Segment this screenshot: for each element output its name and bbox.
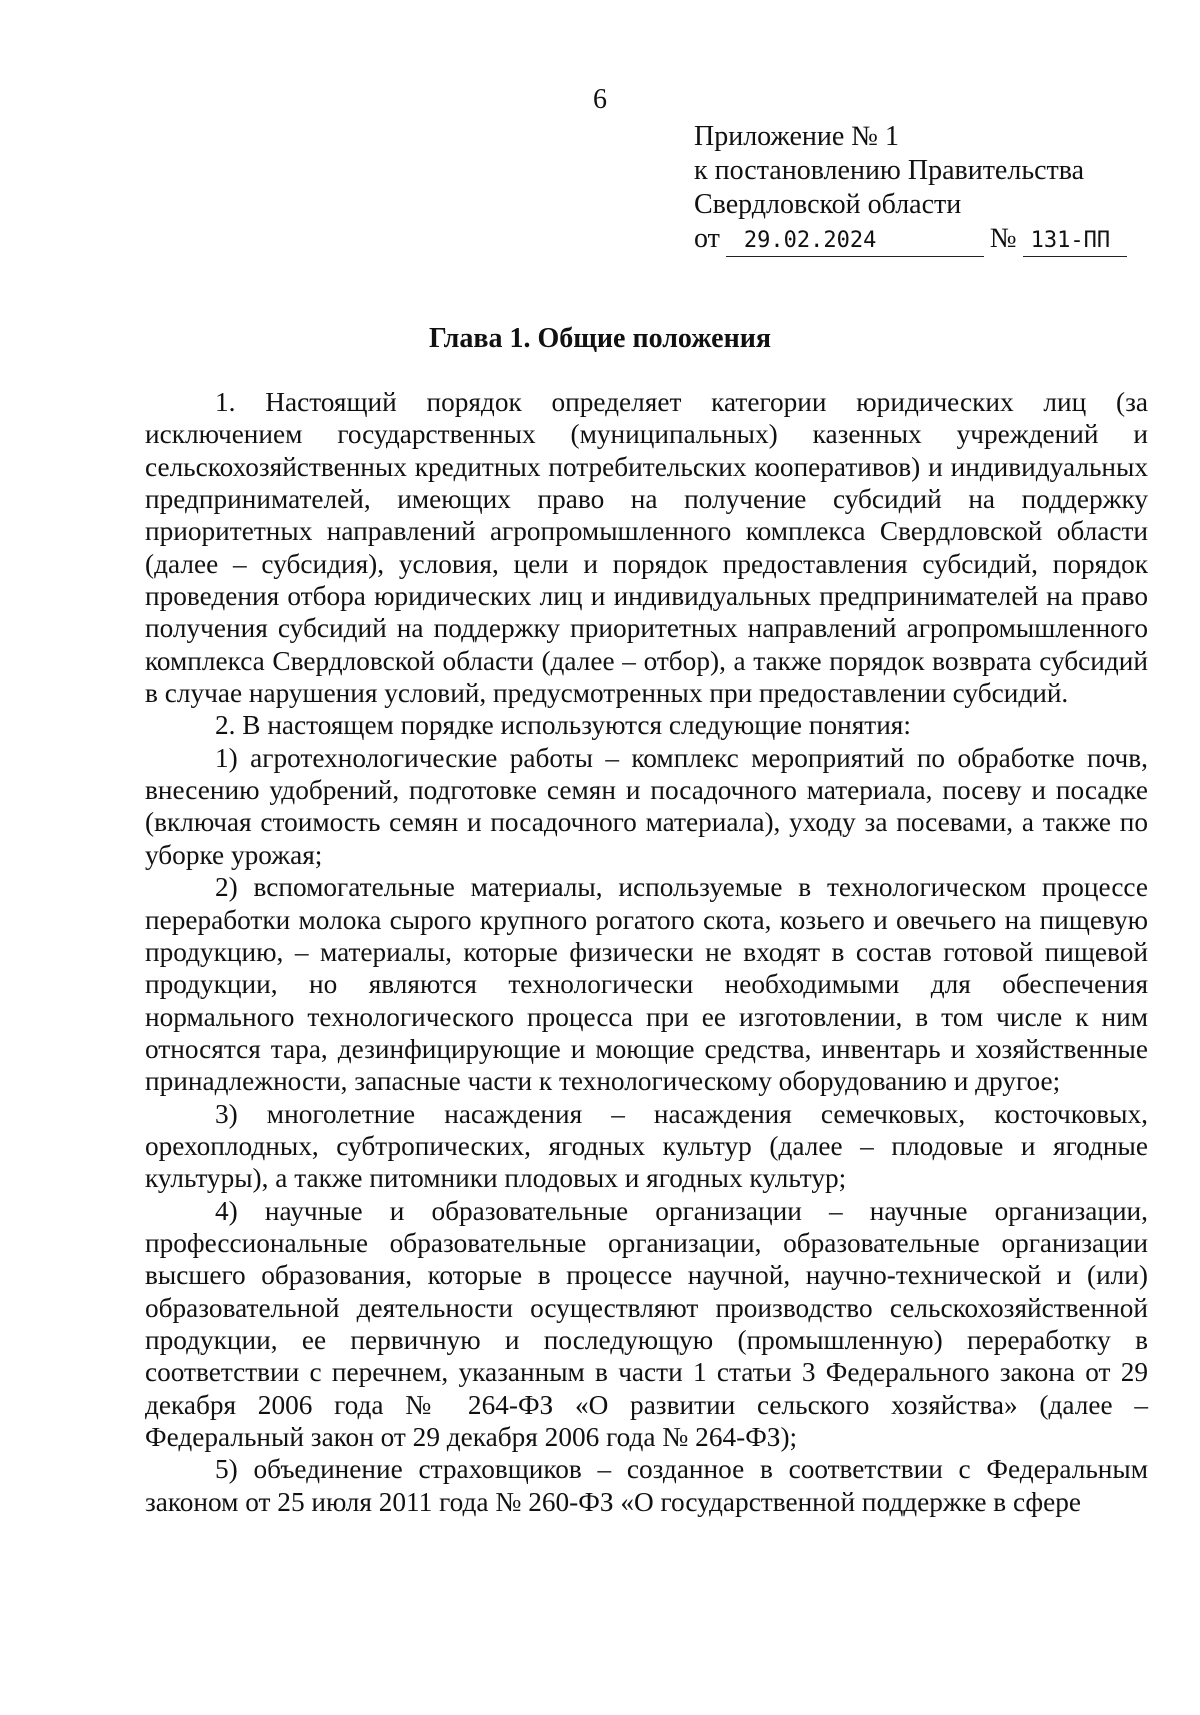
chapter-title: Глава 1. Общие положения — [428, 323, 771, 354]
from-label: от — [694, 223, 720, 254]
appendix-title: Приложение № 1 — [694, 121, 899, 152]
paragraph: 3) многолетние насаждения – насаждения семечковых, косточковых, орехоплодных, субтропических, ягодных культур (далее – плодовые и ягодные культуры), а также питомники плодовых и ягодных культур; — [145, 1098, 1148, 1194]
paragraph: 4) научные и образовательные организации – научные организации, профессиональные образовательные организации, образовательные организации высшего образования, которые в процессе научной, научно-технической и (или) образовательной деятельности осуществляют производство сельскохозяйственной продукции, ее первичную и последующую (промышленную) переработку в соответствии с перечнем, указанным в части 1 статьи 3 Федерального закона от 29 декабря 2006 года № 264-ФЗ «О развитии сельского хозяйства» (далее – Федеральный закон от 29 декабря 2006 года № 264-ФЗ); — [145, 1195, 1148, 1452]
paragraph: 5) объединение страховщиков – созданное в соответствии с Федеральным законом от 25 июля 2011 года № 260-ФЗ «О государственной поддержке в сфере — [145, 1454, 1148, 1517]
page-number: 6 — [593, 84, 607, 115]
paragraph: 1) агротехнологические работы – комплекс мероприятий по обработке почв, внесению удобрений, подготовке семян и посадочного материала, посеву и посадке (включая стоимость семян и посадочного материала), уходу за посевами, а также по уборке урожая; — [145, 742, 1148, 870]
document-body — [145, 386, 1148, 1518]
number-label: № — [989, 223, 1017, 254]
appendix-region-line: Свердловской области — [694, 189, 962, 220]
paragraph: 1. Настоящий порядок определяет категории юридических лиц (за исключением государственных (муниципальных) казенных учреждений и сельскохозяйственных кредитных потребительских кооперативов) и индивидуальных предпринимателей, имеющих право на получение субсидий на поддержку приоритетных направлений агропромышленного комплекса Свердловской области (далее – субсидия), условия, цели и порядок предоставления субсидий, порядок проведения отбора юридических лиц и индивидуальных предпринимателей на право получения субсидий на поддержку приоритетных направлений агропромышленного комплекса Свердловской области (далее – отбор), а также порядок возврата субсидий в случае нарушения условий, предусмотренных при предоставлении субсидий. — [145, 387, 1148, 709]
appendix-resolution-line: к постановлению Правительства — [694, 155, 1085, 186]
paragraph: 2) вспомогательные материалы, используемые в технологическом процессе переработки молока сырого крупного рогатого скота, козьего и овечьего на пищевую продукцию, – материалы, которые физически не входят в состав готовой пищевой продукции, но являются технологически необходимыми для обеспечения нормального технологического процесса при ее изготовлении, в том числе к ним относятся тара, дезинфицирующие и моющие средства, инвентарь и хозяйственные принадлежности, запасные части к технологическому оборудованию и другое; — [145, 872, 1148, 1097]
resolution-number: 131-ПП — [1023, 227, 1127, 257]
resolution-date: 29.02.2024 — [726, 227, 984, 257]
appendix-date-number-line — [694, 222, 1154, 257]
appendix-header — [694, 120, 1154, 257]
paragraph: 2. В настоящем порядке используются следующие понятия: — [215, 710, 911, 741]
